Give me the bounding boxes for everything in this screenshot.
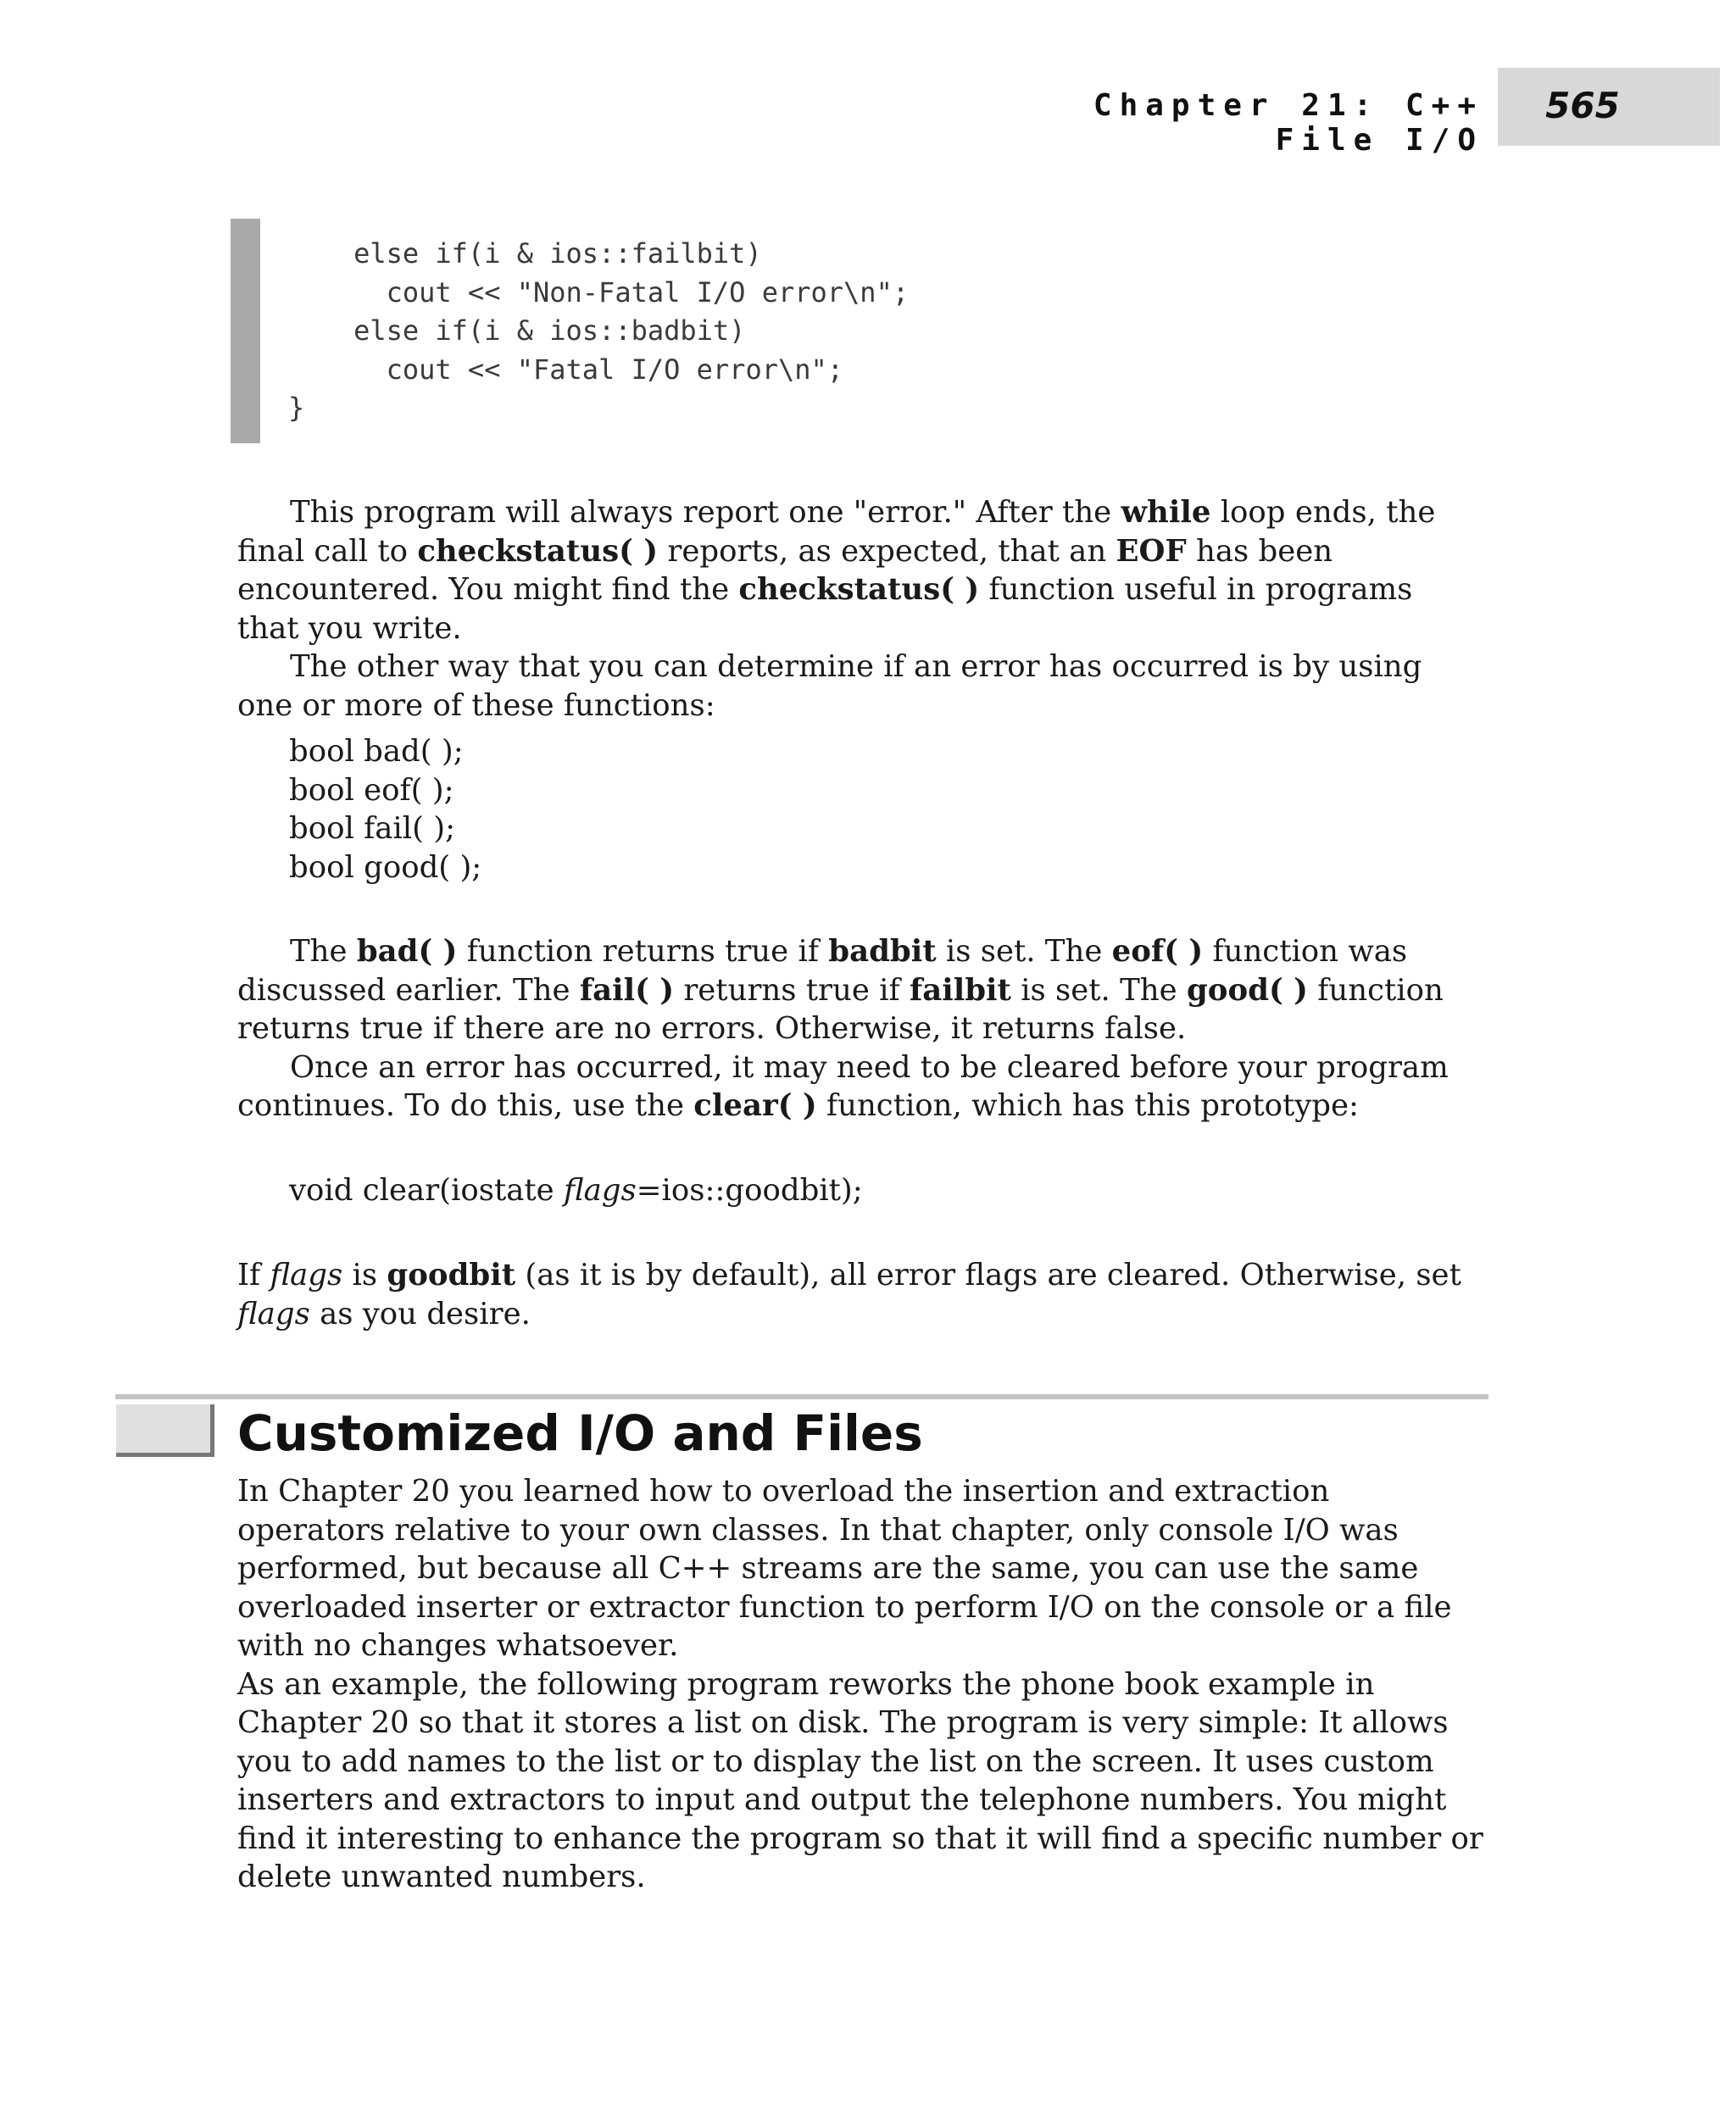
paragraph-example: As an example, the following program reworks the phone book example in Chapter 20 so that it stores a list on disk. The program is very simple: It allows you to add names to the list or to display the list on the screen. It uses custom inserters and extractors to input and output the telephone numbers. You might find it interesting to enhance the program so that it will find a specific number or delete unwanted numbers.	[237, 1666, 1483, 1894]
paragraph-other-way: The other way that you can determine if an error has occurred is by using one or more of these functions:	[237, 649, 1422, 723]
paragraph-chapter20: In Chapter 20 you learned how to overload the insertion and extraction operators relative to your own classes. In that chapter, only console I/O was performed, but because all C++ streams are the same, you can use the same overloaded inserter or extractor function to perform I/O on the console or a file with no changes whatsoever.	[237, 1474, 1452, 1663]
page-number: 565	[1545, 85, 1620, 126]
code-line: else if(i & ios::failbit)	[288, 237, 762, 270]
section-marker-box	[116, 1404, 214, 1457]
running-header: Chapter 21: C++ File I/O	[1093, 88, 1483, 158]
page-number-tab	[1498, 68, 1720, 146]
text-block-2	[237, 932, 1483, 1126]
code-line: else if(i & ios::badbit)	[288, 314, 746, 347]
code-listing-bar	[231, 219, 260, 443]
text-block-1	[237, 493, 1483, 725]
paragraph-checkstatus: This program will always report one "error." After the while loop ends, the final call to checkstatus( ) reports, as expected, that an EOF has been encountered. You might find the checkstatus( ) function useful in programs that you write.	[237, 495, 1436, 646]
clear-prototype-line: void clear(iostate flags=ios::goodbit);	[289, 1173, 863, 1208]
code-line: }	[288, 392, 305, 424]
section-rule	[115, 1394, 1488, 1399]
prototype-list	[289, 732, 481, 887]
code-line: cout << "Non-Fatal I/O error\n";	[288, 275, 910, 309]
text-block-4	[237, 1472, 1483, 1897]
prototype-bad: bool bad( );	[289, 734, 464, 769]
prototype-fail: bool fail( );	[289, 811, 456, 846]
section-heading: Customized I/O and Files	[237, 1404, 923, 1462]
code-listing	[288, 235, 909, 428]
paragraph-flags: If flags is goodbit (as it is by default), all error flags are cleared. Otherwise, set flags as you desire.	[237, 1258, 1461, 1331]
paragraph-bad-function: The bad( ) function returns true if badbit is set. The eof( ) function was discussed earlier. The fail( ) returns true if failbit is set. The good( ) function returns true if there are no errors. Otherwise, it returns false.	[237, 934, 1444, 1046]
paragraph-clear-intro: Once an error has occurred, it may need to be cleared before your program continues. To do this, use the clear( ) function, which has this prototype:	[237, 1049, 1449, 1123]
clear-prototype	[289, 1171, 863, 1210]
text-block-3	[237, 1256, 1483, 1333]
prototype-eof: bool eof( );	[289, 772, 454, 808]
code-line: cout << "Fatal I/O error\n";	[288, 353, 844, 386]
prototype-good: bool good( );	[289, 849, 482, 885]
